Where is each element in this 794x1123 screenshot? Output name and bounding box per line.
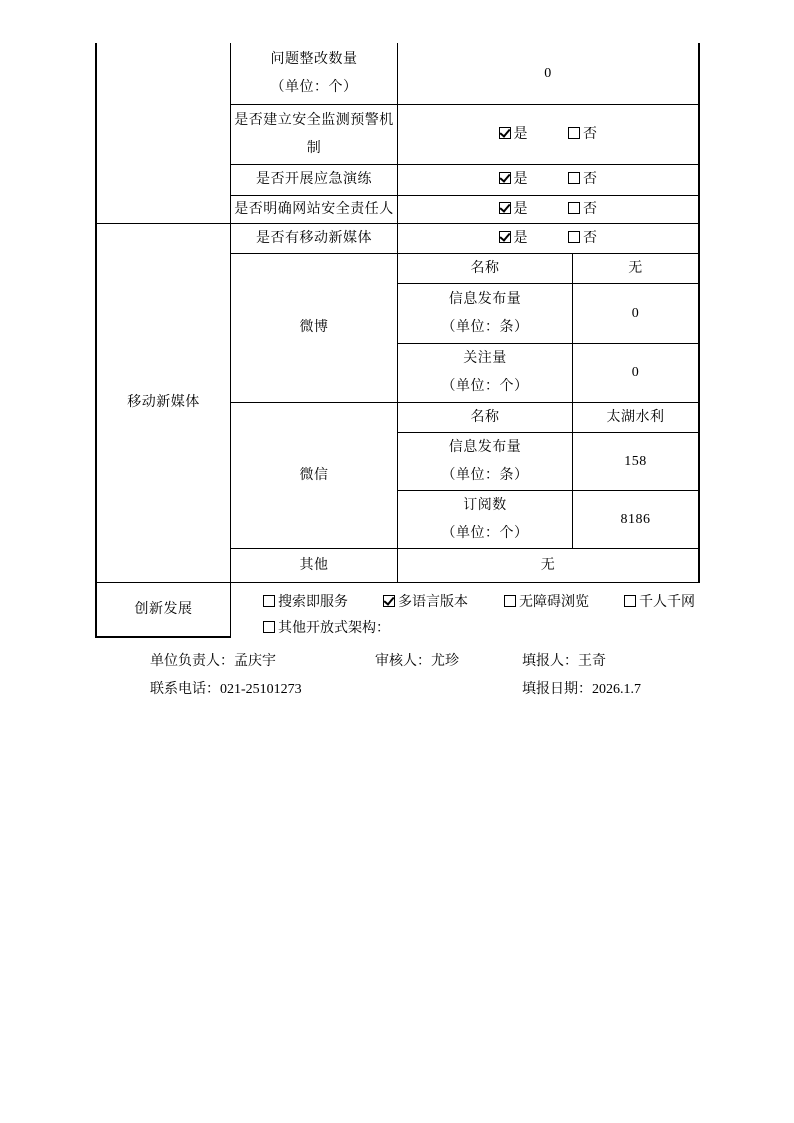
option-open-architecture <box>263 617 390 637</box>
option-label: 多语言版本 <box>398 595 468 610</box>
wechat-subscribers-number: 8186 <box>620 511 651 527</box>
option-label: 其他开放式架构： <box>278 621 390 636</box>
name-label: 名称 <box>470 260 500 276</box>
reviewer: 审核人：尤珍 <box>375 654 459 669</box>
no-label: 否 <box>583 172 598 187</box>
yes-label: 是 <box>513 126 528 142</box>
weibo-text: 微博 <box>299 320 329 335</box>
followers-unit: （单位：个） <box>441 379 529 394</box>
unchecked-checkbox-icon <box>568 127 580 139</box>
checked-checkbox-icon <box>499 231 511 243</box>
rectify-count-label <box>230 43 397 104</box>
rectify-count-unit: （单位：个） <box>270 79 358 95</box>
no-label: 否 <box>583 201 598 217</box>
unchecked-checkbox-icon <box>263 621 275 633</box>
option-accessibility <box>504 591 589 611</box>
unchecked-checkbox-icon <box>568 202 580 214</box>
name-label: 名称 <box>470 409 500 425</box>
rectify-count-value <box>397 43 700 104</box>
checked-checkbox-icon <box>499 202 511 214</box>
has-media-yes-option <box>499 225 529 253</box>
checked-checkbox-icon <box>383 595 395 607</box>
security-responsible-value <box>397 195 700 223</box>
monitor-warning-value <box>397 104 700 164</box>
monitor-warning-label-line2: 制 <box>306 140 322 156</box>
innovation-options-cell <box>230 582 700 638</box>
wechat-name-value <box>572 402 700 432</box>
unchecked-checkbox-icon <box>263 595 275 607</box>
no-label: 否 <box>583 126 598 142</box>
drill-yes-option <box>499 166 529 194</box>
no-label: 否 <box>583 230 598 246</box>
unchecked-checkbox-icon <box>624 595 636 607</box>
unchecked-checkbox-icon <box>504 595 516 607</box>
option-search-as-service <box>263 591 348 611</box>
other-media-text: 其他 <box>299 557 329 573</box>
posts-label: 信息发布量 <box>448 291 522 307</box>
weibo-label <box>230 253 397 402</box>
form-filler: 填报人：王奇 <box>522 654 606 669</box>
checked-checkbox-icon <box>499 172 511 184</box>
weibo-followers-number: 0 <box>631 365 640 380</box>
option-personalized <box>624 591 695 611</box>
wechat-subscribers-label <box>397 490 572 548</box>
report-table <box>95 43 700 638</box>
posts-unit: （单位：条） <box>441 467 529 483</box>
rectify-count-label-line1: 问题整改数量 <box>270 51 358 67</box>
option-label: 搜索即服务 <box>278 595 348 610</box>
other-media-value <box>397 548 700 582</box>
monitor-warning-label-line1: 是否建立安全监测预警机 <box>234 112 394 128</box>
yes-label: 是 <box>513 201 528 217</box>
weibo-posts-label <box>397 283 572 343</box>
empty-section-cell <box>95 43 230 223</box>
option-label: 无障碍浏览 <box>519 595 589 610</box>
fill-date: 填报日期：2026.1.7 <box>522 682 641 697</box>
has-mobile-media-text: 是否有移动新媒体 <box>256 230 372 246</box>
other-media-value-text: 无 <box>540 557 556 573</box>
option-multilingual <box>383 591 468 611</box>
weibo-followers-value <box>572 343 700 402</box>
security-responsible-label <box>230 195 397 223</box>
yes-label: 是 <box>513 172 528 187</box>
posts-unit: （单位：条） <box>441 319 529 335</box>
weibo-name-value <box>572 253 700 283</box>
emergency-drill-value <box>397 164 700 195</box>
rectify-count-number: 0 <box>544 65 552 81</box>
emergency-drill-label <box>230 164 397 195</box>
wechat-posts-number: 158 <box>624 453 647 469</box>
weibo-name-label <box>397 253 572 283</box>
checked-checkbox-icon <box>499 127 511 139</box>
other-media-label <box>230 548 397 582</box>
wechat-text: 微信 <box>299 467 329 483</box>
monitor-warning-label <box>230 104 397 164</box>
yes-label: 是 <box>513 230 528 246</box>
weibo-posts-value <box>572 283 700 343</box>
monitor-no-option <box>568 121 598 149</box>
wechat-label <box>230 402 397 548</box>
mobile-media-section-text: 移动新媒体 <box>127 395 200 410</box>
weibo-name-text: 无 <box>628 260 643 276</box>
wechat-name-label <box>397 402 572 432</box>
mobile-media-section-label <box>95 223 230 582</box>
weibo-followers-label <box>397 343 572 402</box>
has-mobile-media-value <box>397 223 700 253</box>
subscribers-label: 订阅数 <box>463 497 507 513</box>
followers-label: 关注量 <box>463 351 507 366</box>
wechat-subscribers-value <box>572 490 700 548</box>
innovation-section-text: 创新发展 <box>134 601 193 617</box>
wechat-name-text: 太湖水利 <box>606 409 665 425</box>
wechat-posts-value <box>572 432 700 490</box>
drill-no-option <box>568 166 598 194</box>
weibo-posts-number: 0 <box>631 305 640 321</box>
contact-phone: 联系电话：021-25101273 <box>150 682 302 697</box>
responsible-yes-option <box>499 196 529 224</box>
unchecked-checkbox-icon <box>568 231 580 243</box>
subscribers-unit: （单位：个） <box>441 525 529 541</box>
has-mobile-media-label <box>230 223 397 253</box>
monitor-yes-option <box>499 121 529 149</box>
emergency-drill-text: 是否开展应急演练 <box>256 172 372 187</box>
posts-label: 信息发布量 <box>448 439 522 455</box>
unit-responsible-person: 单位负责人：孟庆宇 <box>150 654 276 669</box>
has-media-no-option <box>568 225 598 253</box>
unchecked-checkbox-icon <box>568 172 580 184</box>
option-label: 千人千网 <box>639 595 695 610</box>
security-responsible-text: 是否明确网站安全责任人 <box>234 201 394 217</box>
wechat-posts-label <box>397 432 572 490</box>
innovation-section-label <box>95 582 230 638</box>
responsible-no-option <box>568 196 598 224</box>
